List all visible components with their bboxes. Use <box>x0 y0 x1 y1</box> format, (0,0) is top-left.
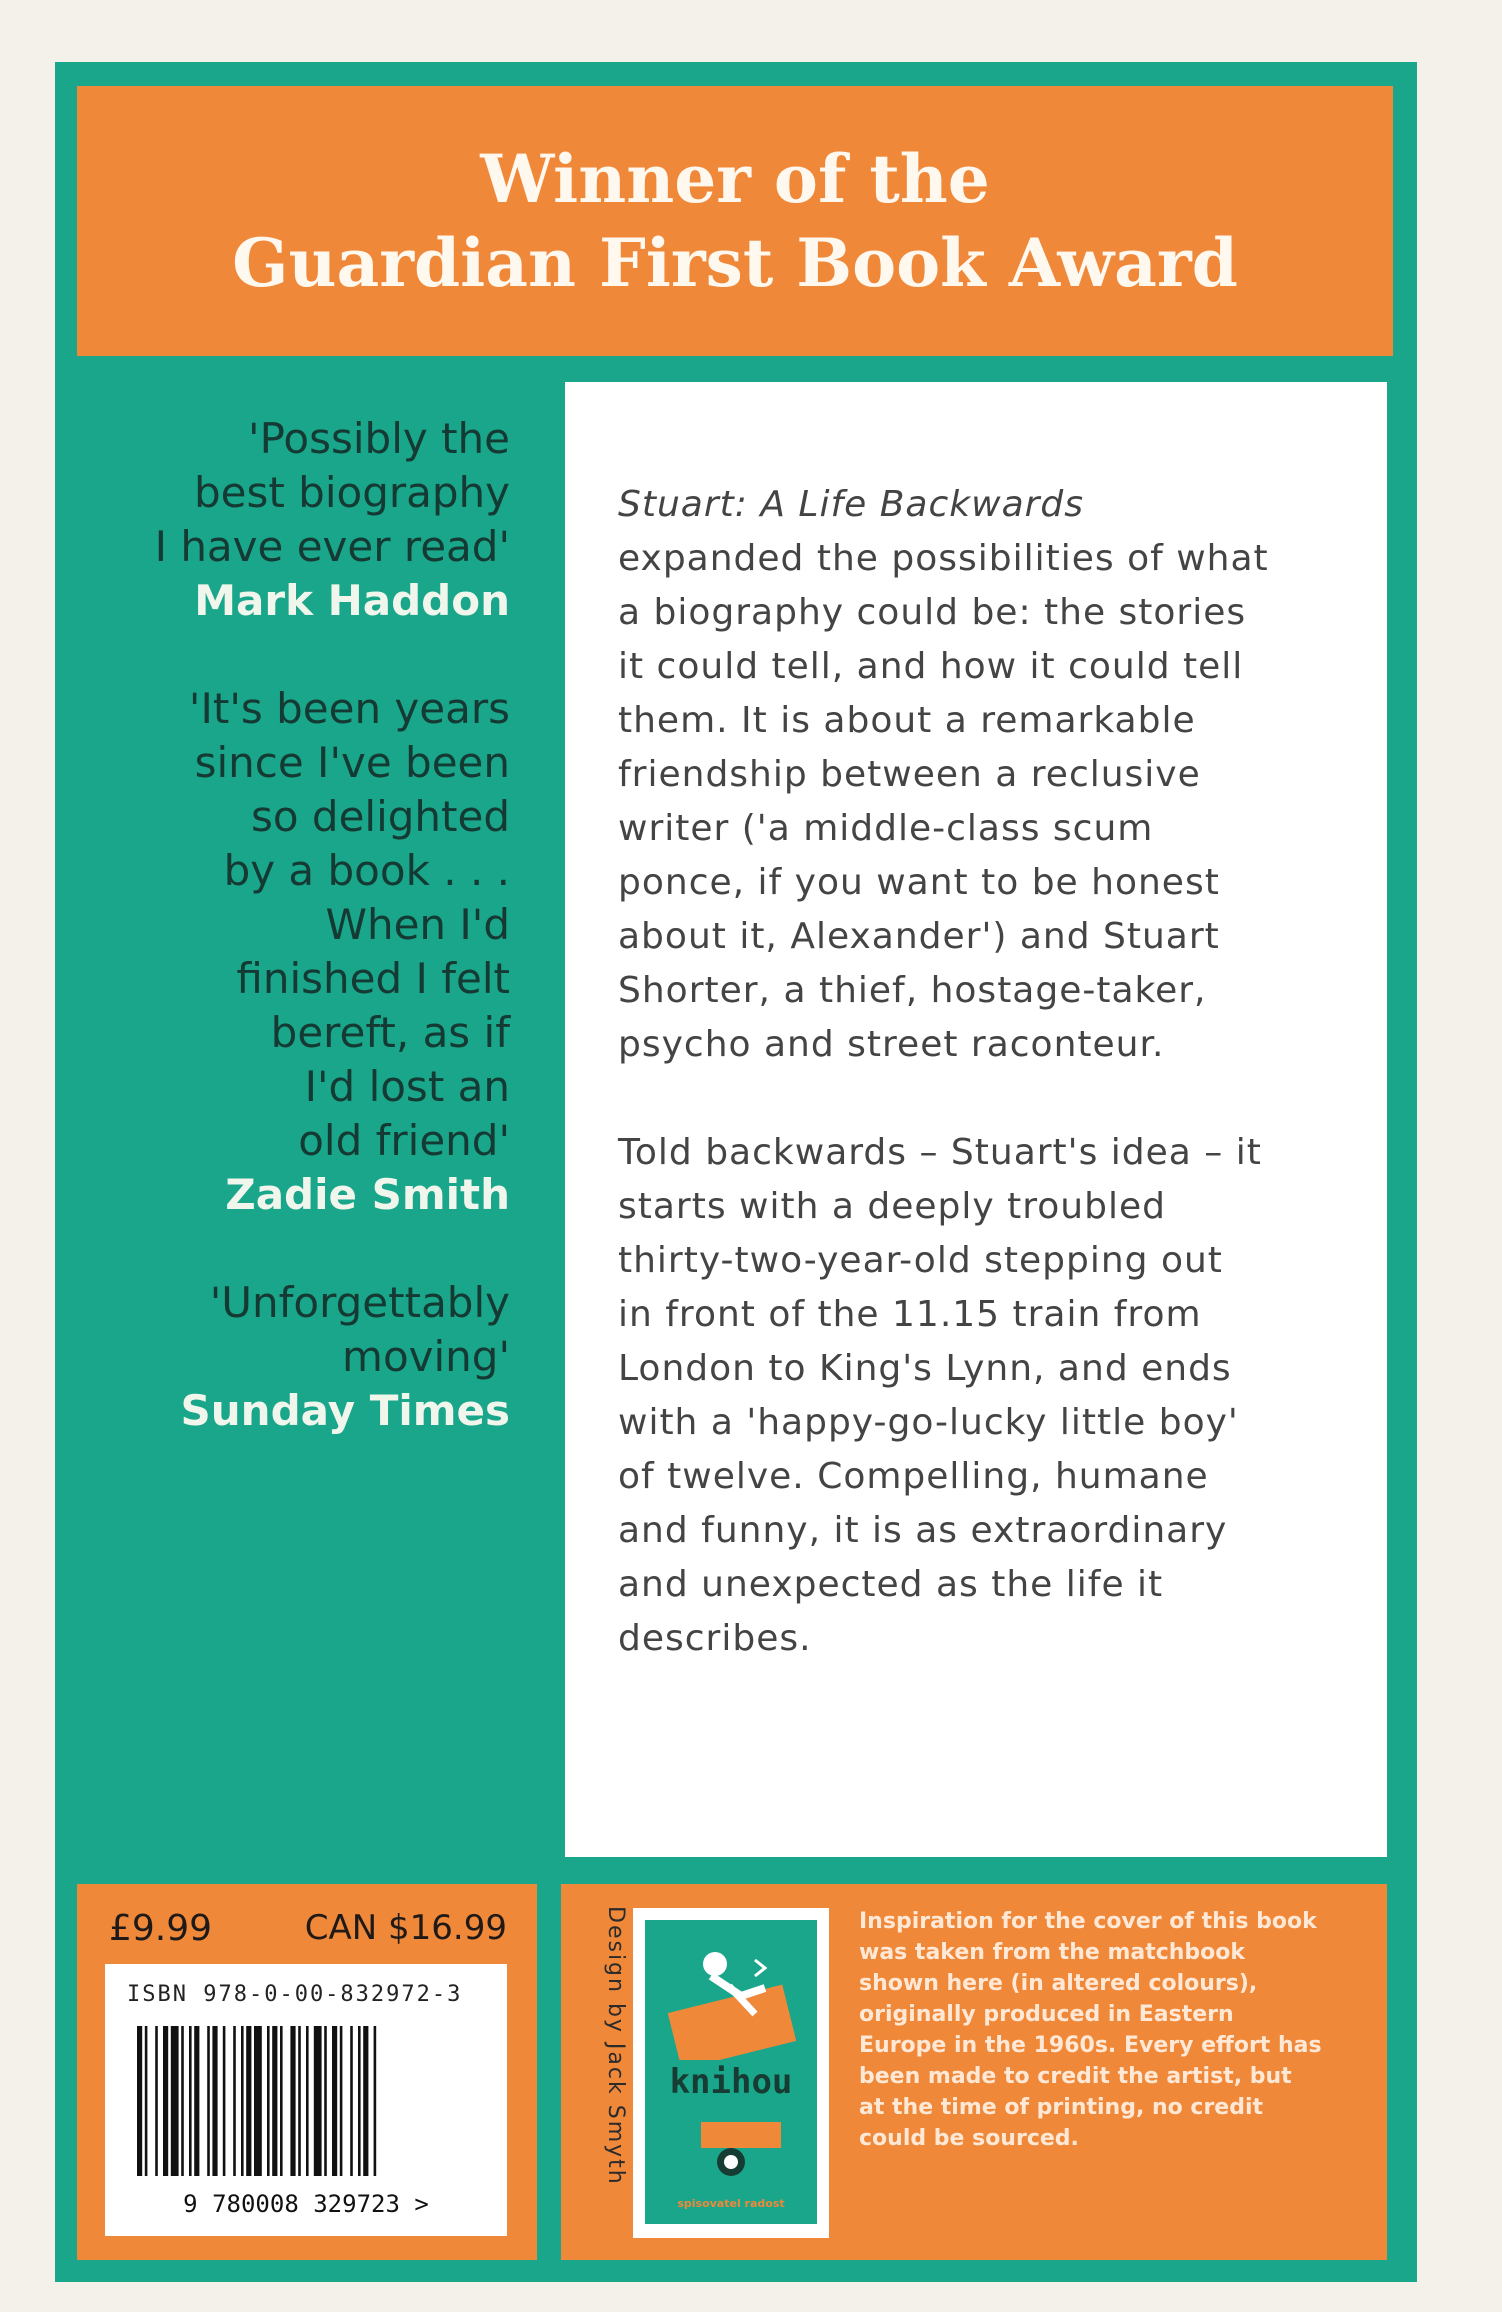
blurb-line: them. It is about a remarkable <box>618 700 1196 741</box>
barcode-bar <box>194 2026 199 2176</box>
quote-line: 'Unforgettably <box>209 1278 510 1327</box>
blurb-line: expanded the possibilities of what <box>618 538 1269 579</box>
blurb-line: psycho and street raconteur. <box>618 1024 1165 1065</box>
inspiration-note <box>859 1906 1359 2154</box>
blurb-line: starts with a deeply troubled <box>618 1186 1166 1227</box>
barcode-bar <box>241 2026 244 2176</box>
barcode-bar <box>350 2026 353 2176</box>
barcode-bar <box>272 2026 277 2176</box>
inspiration-line: was taken from the matchbook <box>859 1940 1246 1965</box>
isbn-text: ISBN 978-0-00-832972-3 <box>127 1982 463 2007</box>
barcode-bar <box>207 2026 210 2176</box>
barcode-bar <box>181 2026 184 2176</box>
blurb-line: and unexpected as the life it <box>618 1564 1164 1605</box>
quote-line: 'It's been years <box>188 684 510 733</box>
quote-line: I have ever read' <box>154 522 510 571</box>
barcode-bar <box>290 2026 295 2176</box>
blurb-panel <box>565 382 1387 1857</box>
quote-line: When I'd <box>325 900 510 949</box>
quote-line: since I've been <box>194 738 510 787</box>
barcode-bar <box>306 2026 309 2176</box>
award-line-2: Guardian First Book Award <box>232 224 1238 302</box>
inspiration-line: at the time of printing, no credit <box>859 2095 1264 2120</box>
barcode-bar <box>298 2026 301 2176</box>
barcode-icon <box>125 2026 487 2222</box>
quote-line: moving' <box>342 1332 510 1381</box>
barcode-bar <box>163 2026 168 2176</box>
barcode-bar <box>280 2026 283 2176</box>
matchbook-brand: knihou <box>669 2062 793 2102</box>
quote-author: Mark Haddon <box>194 576 510 625</box>
blurb-line: with a 'happy-go-lucky little boy' <box>618 1402 1239 1443</box>
reclining-figure-icon <box>645 1920 817 2060</box>
matchbook-image <box>633 1908 829 2238</box>
award-banner <box>77 86 1393 356</box>
paragraph-gap <box>618 1072 1378 1126</box>
barcode-bar <box>340 2026 343 2176</box>
book-back-cover <box>55 62 1417 2282</box>
barcode-bar <box>314 2026 322 2176</box>
blurb-line: describes. <box>618 1618 812 1659</box>
emblem-icon <box>645 2116 817 2186</box>
barcode-bar <box>374 2026 377 2176</box>
blurb-line: it could tell, and how it could tell <box>618 646 1244 687</box>
quote-line: old friend' <box>298 1116 510 1165</box>
barcode-bar <box>189 2026 192 2176</box>
review-quotes <box>55 412 510 1492</box>
blurb-line: writer ('a middle-class scum <box>618 808 1154 849</box>
barcode-bar <box>254 2026 262 2176</box>
blurb-line: London to King's Lynn, and ends <box>618 1348 1232 1389</box>
barcode-bar <box>145 2026 148 2176</box>
price-can: CAN $16.99 <box>304 1908 507 1948</box>
barcode-bar <box>246 2026 251 2176</box>
price-gbp: £9.99 <box>109 1908 213 1949</box>
price-panel <box>77 1884 537 2260</box>
barcode-bar <box>223 2026 226 2176</box>
blurb-line: and funny, it is as extraordinary <box>618 1510 1228 1551</box>
barcode-bar <box>324 2026 327 2176</box>
review-quote <box>55 1276 510 1438</box>
matchbook-label <box>645 1920 817 2224</box>
review-quote <box>55 412 510 628</box>
quote-line: so delighted <box>250 792 510 841</box>
quote-line: 'Possibly the <box>248 414 510 463</box>
blurb-line: Told backwards – Stuart's idea – it <box>618 1132 1262 1173</box>
barcode-bar <box>155 2026 158 2176</box>
barcode-bar <box>332 2026 337 2176</box>
barcode-bar <box>233 2026 236 2176</box>
barcode-digits: 9 780008 329723 > <box>183 2190 429 2218</box>
inspiration-line: Europe in the 1960s. Every effort has <box>859 2033 1322 2058</box>
blurb-line: a biography could be: the stories <box>618 592 1247 633</box>
blurb-line: in front of the 11.15 train from <box>618 1294 1202 1335</box>
quote-line: by a book . . . <box>223 846 510 895</box>
blurb-line: of twelve. Compelling, humane <box>618 1456 1209 1497</box>
inspiration-line: could be sourced. <box>859 2126 1079 2151</box>
quote-line: bereft, as if <box>270 1008 510 1057</box>
review-quote <box>55 682 510 1222</box>
quote-line: I'd lost an <box>304 1062 510 1111</box>
barcode-box <box>105 1964 507 2236</box>
inspiration-line: been made to credit the artist, but <box>859 2064 1292 2089</box>
design-panel <box>561 1884 1387 2260</box>
quote-author: Sunday Times <box>180 1386 510 1435</box>
barcode-bar <box>363 2026 368 2176</box>
barcode-bar <box>212 2026 217 2176</box>
quote-line: best biography <box>193 468 510 517</box>
barcode-bar <box>137 2026 142 2176</box>
book-title: Stuart: A Life Backwards <box>618 484 1085 525</box>
blurb-line: thirty-two-year-old stepping out <box>618 1240 1223 1281</box>
matchbook-caption: spisovatel radost <box>677 2197 785 2210</box>
blurb-line: ponce, if you want to be honest <box>618 862 1220 903</box>
inspiration-line: shown here (in altered colours), <box>859 1971 1258 1996</box>
quote-author: Zadie Smith <box>225 1170 510 1219</box>
barcode-bar <box>171 2026 179 2176</box>
blurb-line: Shorter, a thief, hostage-taker, <box>618 970 1207 1011</box>
blurb-line: friendship between a reclusive <box>618 754 1201 795</box>
barcode-bar <box>358 2026 361 2176</box>
blurb-text <box>618 478 1378 1666</box>
barcode-bar <box>267 2026 270 2176</box>
award-line-1: Winner of the <box>480 140 990 218</box>
inspiration-line: originally produced in Eastern <box>859 2002 1234 2027</box>
inspiration-line: Inspiration for the cover of this book <box>859 1909 1317 1934</box>
quote-line: finished I felt <box>236 954 510 1003</box>
design-credit: Design by Jack Smyth <box>603 1906 628 2186</box>
blurb-line: about it, Alexander') and Stuart <box>618 916 1220 957</box>
